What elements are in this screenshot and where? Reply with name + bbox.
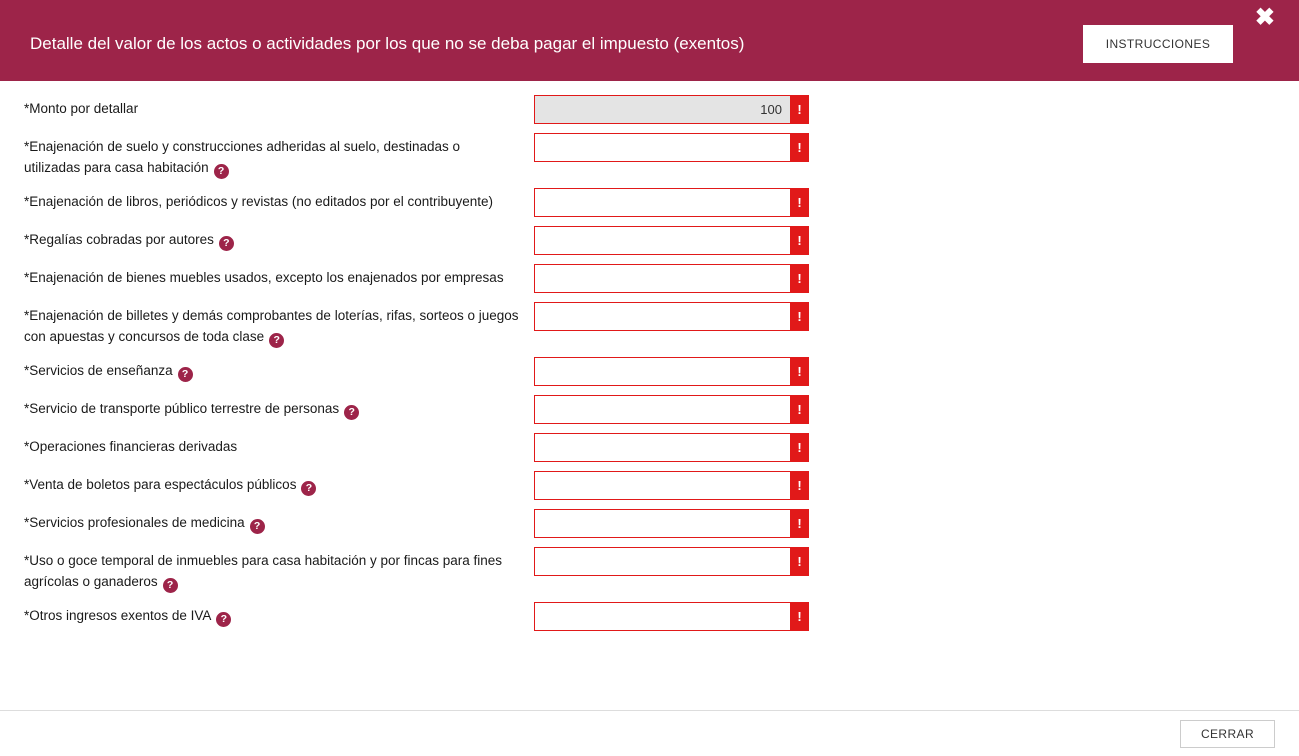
amount-input-wrapper xyxy=(534,226,809,255)
field-label xyxy=(24,302,534,348)
amount-input[interactable] xyxy=(534,547,790,576)
field-label-text: *Otros ingresos exentos de IVA xyxy=(24,608,212,623)
field-label xyxy=(24,547,534,593)
amount-input[interactable] xyxy=(534,188,790,217)
field-label-text: *Monto por detallar xyxy=(24,101,139,116)
form-row xyxy=(0,602,1299,631)
amount-input-wrapper xyxy=(534,188,809,217)
amount-input-wrapper xyxy=(534,302,809,331)
amount-input[interactable] xyxy=(534,302,790,331)
instructions-button[interactable]: INSTRUCCIONES xyxy=(1083,25,1233,63)
field-label-text: *Uso o goce temporal de inmuebles para casa habitación y por fincas para fines agrícolas o ganaderos xyxy=(24,553,503,589)
amount-input[interactable] xyxy=(534,133,790,162)
close-icon[interactable]: ✖ xyxy=(1254,4,1275,31)
field-label xyxy=(24,95,534,119)
amount-input-wrapper xyxy=(534,547,809,576)
amount-input-wrapper xyxy=(534,471,809,500)
cerrar-button[interactable]: CERRAR xyxy=(1180,720,1275,748)
amount-input-wrapper xyxy=(534,264,809,293)
amount-input[interactable] xyxy=(534,433,790,462)
modal-body xyxy=(0,81,1299,710)
amount-input[interactable] xyxy=(534,602,790,631)
amount-input[interactable] xyxy=(534,226,790,255)
field-label xyxy=(24,226,534,251)
amount-input-wrapper xyxy=(534,395,809,424)
form-row xyxy=(0,133,1299,179)
help-icon[interactable]: ? xyxy=(214,164,229,179)
modal-header xyxy=(0,0,1299,81)
amount-input[interactable] xyxy=(534,95,790,124)
field-label xyxy=(24,509,534,534)
form-row xyxy=(0,357,1299,386)
error-flag-icon[interactable]: ! xyxy=(790,602,809,631)
field-label xyxy=(24,471,534,496)
modal-footer xyxy=(0,710,1299,756)
amount-input[interactable] xyxy=(534,264,790,293)
field-label-text: *Enajenación de bienes muebles usados, excepto los enajenados por empresas xyxy=(24,270,504,285)
field-label-text: *Regalías cobradas por autores xyxy=(24,232,214,247)
field-label-text: *Enajenación de billetes y demás comprobantes de loterías, rifas, sorteos o juegos con apuestas y concursos de toda clase xyxy=(24,308,519,344)
help-icon[interactable]: ? xyxy=(301,481,316,496)
error-flag-icon[interactable]: ! xyxy=(790,264,809,293)
amount-input[interactable] xyxy=(534,471,790,500)
field-label xyxy=(24,395,534,420)
field-label xyxy=(24,433,534,457)
form-row xyxy=(0,302,1299,348)
amount-input-wrapper xyxy=(534,357,809,386)
help-icon[interactable]: ? xyxy=(344,405,359,420)
form-row xyxy=(0,264,1299,293)
error-flag-icon[interactable]: ! xyxy=(790,133,809,162)
error-flag-icon[interactable]: ! xyxy=(790,395,809,424)
error-flag-icon[interactable]: ! xyxy=(790,357,809,386)
amount-input-wrapper xyxy=(534,509,809,538)
form-row xyxy=(0,395,1299,424)
form-row xyxy=(0,509,1299,538)
field-label-text: *Operaciones financieras derivadas xyxy=(24,439,238,454)
form-row xyxy=(0,433,1299,462)
form-rows xyxy=(0,95,1299,631)
error-flag-icon[interactable]: ! xyxy=(790,509,809,538)
field-label-text: *Enajenación de suelo y construcciones adheridas al suelo, destinadas o utilizadas para casa habitación xyxy=(24,139,461,175)
amount-input[interactable] xyxy=(534,395,790,424)
field-label xyxy=(24,357,534,382)
error-flag-icon[interactable]: ! xyxy=(790,95,809,124)
error-flag-icon[interactable]: ! xyxy=(790,188,809,217)
field-label-text: *Venta de boletos para espectáculos públicos xyxy=(24,477,297,492)
error-flag-icon[interactable]: ! xyxy=(790,471,809,500)
form-row xyxy=(0,188,1299,217)
help-icon[interactable]: ? xyxy=(219,236,234,251)
field-label xyxy=(24,602,534,627)
help-icon[interactable]: ? xyxy=(269,333,284,348)
error-flag-icon[interactable]: ! xyxy=(790,547,809,576)
field-label-text: *Servicio de transporte público terrestre de personas xyxy=(24,401,340,416)
error-flag-icon[interactable]: ! xyxy=(790,302,809,331)
field-label-text: *Enajenación de libros, periódicos y revistas (no editados por el contribuyente) xyxy=(24,194,494,209)
field-label xyxy=(24,264,534,288)
form-row xyxy=(0,471,1299,500)
amount-input-wrapper xyxy=(534,133,809,162)
form-row xyxy=(0,95,1299,124)
field-label-text: *Servicios profesionales de medicina xyxy=(24,515,245,530)
error-flag-icon[interactable]: ! xyxy=(790,226,809,255)
page-title: Detalle del valor de los actos o actividades por los que no se deba pagar el impuesto (exentos) xyxy=(30,33,745,53)
help-icon[interactable]: ? xyxy=(250,519,265,534)
amount-input[interactable] xyxy=(534,357,790,386)
help-icon[interactable]: ? xyxy=(163,578,178,593)
amount-input[interactable] xyxy=(534,509,790,538)
amount-input-wrapper xyxy=(534,602,809,631)
help-icon[interactable]: ? xyxy=(216,612,231,627)
error-flag-icon[interactable]: ! xyxy=(790,433,809,462)
field-label xyxy=(24,133,534,179)
field-label-text: *Servicios de enseñanza xyxy=(24,363,173,378)
help-icon[interactable]: ? xyxy=(178,367,193,382)
amount-input-wrapper xyxy=(534,95,809,124)
amount-input-wrapper xyxy=(534,433,809,462)
form-row xyxy=(0,547,1299,593)
field-label xyxy=(24,188,534,212)
form-row xyxy=(0,226,1299,255)
